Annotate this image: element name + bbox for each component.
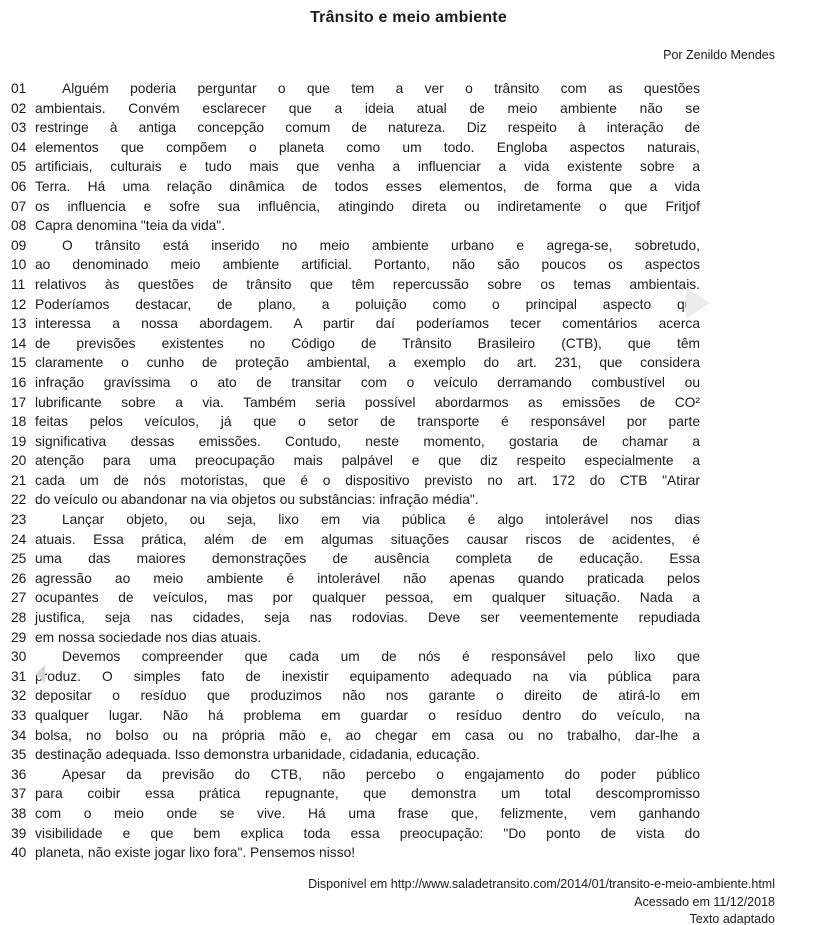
text-line (11, 647, 700, 667)
line-text: para coibir essa prática repugnante, que demonstra um total descompromisso (35, 786, 700, 802)
source-adapted-note: Texto adaptado (689, 912, 775, 925)
line-number: 29 (11, 629, 27, 645)
line-text: feitas pelos veículos, já que o setor de transporte é responsável por parte (35, 414, 700, 430)
line-number: 22 (11, 492, 27, 508)
line-text: bolsa, no bolso ou na própria mão e, ao chegar em casa ou no trabalho, dar-lhe a (35, 727, 700, 743)
line-text: relativos às questões de trânsito que têm repercussão sobre os temas ambientais. (35, 276, 700, 292)
line-number: 40 (11, 845, 27, 861)
line-text: visibilidade e que bem explica toda essa preocupação: "Do ponto de vista do (35, 825, 700, 841)
line-text: ambientais. Convém esclarecer que a ideia atual de meio ambiente não se (35, 100, 700, 116)
line-text: Alguém poderia perguntar o que tem a ver o trânsito com as questões (62, 81, 700, 96)
line-text: Apesar da previsão do CTB, não percebo o engajamento do poder público (62, 766, 700, 782)
line-text: lubrificante sobre a via. Também seria possível abordarmos as emissões de CO² (35, 394, 700, 410)
line-text: O trânsito está inserido no meio ambiente urbano e agrega-se, sobretudo, (62, 237, 700, 253)
line-number: 05 (11, 159, 27, 175)
line-text: depositar o resíduo que produzimos não nos garante o direito de atirá-lo em (35, 688, 700, 704)
line-number: 06 (11, 178, 27, 194)
line-number: 14 (11, 335, 27, 351)
line-number: 17 (11, 394, 27, 410)
text-line (11, 824, 700, 844)
line-number: 21 (11, 472, 27, 488)
text-line (11, 177, 700, 197)
line-number: 35 (11, 747, 27, 763)
text-line (11, 295, 700, 315)
line-text: Terra. Há uma relação dinâmica de todos esses elementos, de forma que a vida (35, 178, 700, 194)
line-text: com o meio onde se vive. Há uma frase que, felizmente, vem ganhando (35, 805, 700, 821)
text-line (11, 726, 700, 746)
line-number: 03 (11, 120, 27, 136)
line-number: 38 (11, 805, 27, 821)
text-line (11, 667, 700, 687)
line-number: 18 (11, 414, 27, 430)
line-text: Capra denomina "teia da vida". (35, 218, 226, 234)
prev-arrow-icon[interactable] (35, 665, 45, 683)
text-line (11, 99, 700, 119)
text-line (11, 432, 700, 452)
line-number: 23 (11, 512, 27, 528)
line-number: 07 (11, 198, 27, 214)
line-number: 01 (11, 81, 27, 96)
text-line (11, 471, 700, 491)
line-number: 08 (11, 218, 27, 234)
text-line (11, 549, 700, 569)
line-text: qualquer lugar. Não há problema em guardar o resíduo dentro do veículo, na (35, 708, 700, 723)
text-body (11, 79, 700, 863)
line-text: atuais. Essa prática, além de em algumas situações causar riscos de acidentes, é (35, 531, 700, 547)
line-text: infração gravíssima o ato de transitar com o veículo derramando combustível ou (35, 374, 700, 390)
line-text: ocupantes de veículos, mas por qualquer pessoa, em qualquer situação. Nada a (35, 590, 700, 606)
text-line (11, 373, 700, 393)
line-text: os influencia e sofre sua influência, atingindo direta ou indiretamente o que Fritjof (35, 198, 700, 214)
line-text: ao denominado meio ambiente artificial. Portanto, não são poucos os aspectos (35, 257, 700, 273)
line-text: do veículo ou abandonar na via objetos ou substâncias: infração média". (35, 492, 479, 508)
text-line (11, 138, 700, 158)
line-number: 04 (11, 139, 27, 155)
line-text: agressão ao meio ambiente é intolerável não apenas quando praticada pelos (35, 570, 700, 586)
line-text: em nossa sociedade nos dias atuais. (35, 629, 262, 645)
line-number: 20 (11, 453, 27, 469)
line-number: 19 (11, 433, 27, 449)
line-number: 36 (11, 766, 27, 782)
line-number: 11 (11, 276, 26, 292)
line-number: 24 (11, 531, 27, 547)
line-number: 37 (11, 786, 27, 802)
text-line (11, 393, 700, 413)
text-line (11, 451, 700, 471)
text-line (11, 236, 700, 256)
line-number: 27 (11, 590, 27, 606)
line-text: uma das maiores demonstrações de ausência completa de educação. Essa (35, 551, 700, 567)
line-text: justifica, seja nas cidades, seja nas rodovias. Deve ser veementemente repudiada (35, 610, 700, 626)
line-text: de previsões existentes no Código de Trânsito Brasileiro (CTB), que têm (35, 335, 700, 351)
line-text: cada um de nós motoristas, que é o dispositivo previsto no art. 172 do CTB "Atirar (35, 472, 700, 488)
text-line (11, 216, 700, 236)
text-line (11, 157, 700, 177)
line-number: 16 (11, 374, 27, 390)
line-text: atenção para uma preocupação mais palpável e que diz respeito especialmente a (35, 453, 700, 469)
text-line (11, 314, 700, 334)
text-line (11, 745, 700, 765)
page-title: Trânsito e meio ambiente (310, 9, 507, 26)
text-line (11, 79, 700, 99)
next-arrow-icon[interactable] (686, 287, 710, 319)
line-number: 15 (11, 355, 27, 371)
line-number: 25 (11, 551, 27, 567)
line-number: 26 (11, 570, 27, 586)
text-line (11, 843, 700, 863)
line-number: 39 (11, 825, 27, 841)
text-line (11, 628, 700, 648)
line-text: restringe à antiga concepção comum de natureza. Diz respeito à interação de (35, 120, 700, 136)
line-number: 31 (11, 668, 27, 684)
text-line (11, 686, 700, 706)
text-line (11, 608, 700, 628)
text-line (11, 510, 700, 530)
line-number: 32 (11, 688, 27, 704)
line-number: 30 (11, 649, 27, 665)
line-number: 09 (11, 237, 27, 253)
text-line (11, 530, 700, 550)
line-number: 13 (11, 316, 27, 332)
source-accessed-date: Acessado em 11/12/2018 (634, 894, 775, 909)
line-text: significativa dessas emissões. Contudo, neste momento, gostaria de chamar a (35, 433, 700, 449)
text-line (11, 412, 700, 432)
line-number: 34 (11, 727, 27, 743)
text-line (11, 569, 700, 589)
text-line (11, 275, 700, 295)
text-line (11, 588, 700, 608)
line-text: Poderíamos destacar, de plano, a poluição como o principal aspecto que (35, 296, 700, 312)
line-text: planeta, não existe jogar lixo fora". Pensemos nisso! (35, 845, 356, 861)
source-attribution (308, 876, 775, 925)
line-number: 12 (11, 296, 27, 312)
source-link: Disponível em http://www.saladetransito.com/2014/01/transito-e-meio-ambiente.html (308, 877, 775, 891)
text-line (11, 784, 700, 804)
line-text: interessa a nossa abordagem. A partir daí poderíamos tecer comentários acerca (35, 316, 700, 332)
line-text: Devemos compreender que cada um de nós é responsável pelo lixo que (62, 649, 700, 665)
line-number: 02 (11, 100, 27, 116)
line-text: destinação adequada. Isso demonstra urbanidade, cidadania, educação. (35, 747, 480, 763)
text-line (11, 118, 700, 138)
line-number: 10 (11, 257, 27, 273)
text-line (11, 804, 700, 824)
text-line (11, 490, 700, 510)
line-number: 28 (11, 610, 27, 626)
line-text: Lançar objeto, ou seja, lixo em via pública é algo intolerável nos dias (62, 512, 700, 528)
line-text: claramente o cunho de proteção ambiental, a exemplo do art. 231, que considera (35, 355, 700, 371)
line-text: produz. O simples fato de inexistir equipamento adequado na via pública para (35, 668, 700, 684)
text-line (11, 706, 700, 726)
line-number: 33 (11, 708, 27, 723)
text-line (11, 255, 700, 275)
text-line (11, 334, 700, 354)
line-text: elementos que compõem o planeta como um todo. Engloba aspectos naturais, (35, 139, 700, 155)
line-text: artificiais, culturais e tudo mais que venha a influenciar a vida existente sobre a (35, 159, 700, 175)
text-line (11, 765, 700, 785)
text-line (11, 197, 700, 217)
text-line (11, 353, 700, 373)
author-byline: Por Zenildo Mendes (663, 48, 775, 62)
